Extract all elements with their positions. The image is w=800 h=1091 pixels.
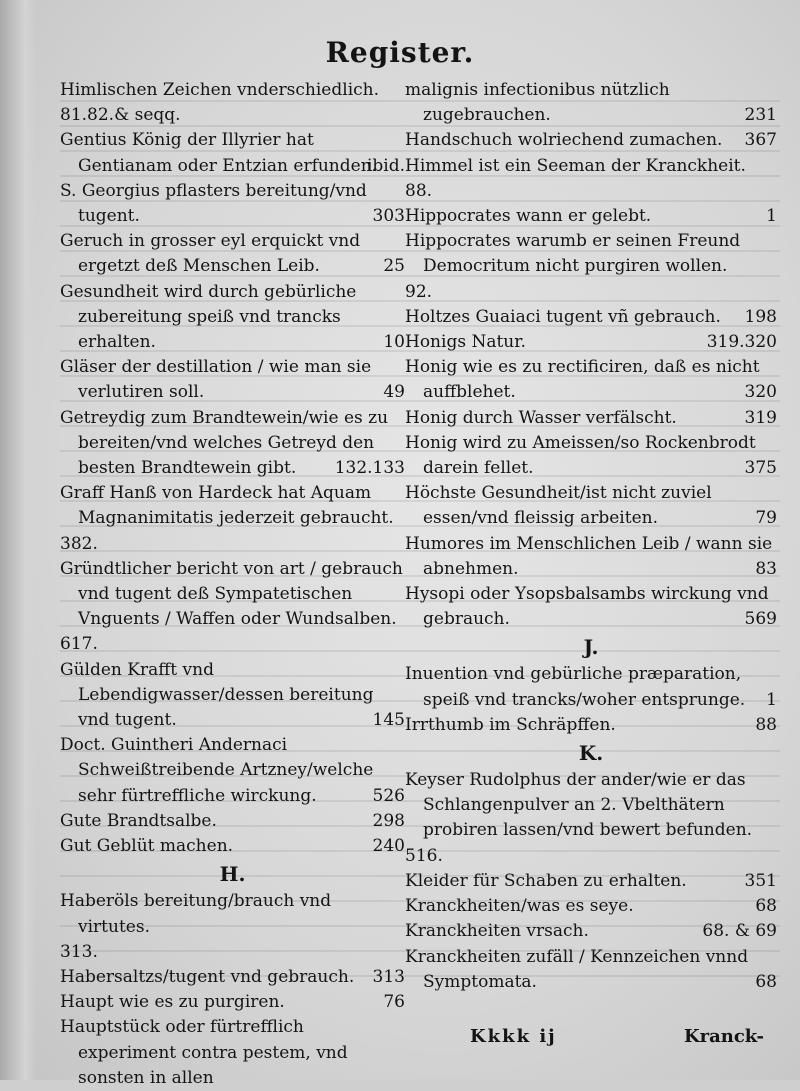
index-entry (405, 179, 777, 204)
index-entry (405, 154, 777, 179)
entry-text: S. Georgius pflasters bereitung/vnd tugent. (60, 180, 367, 227)
entry-text: malignis infectionibus nützlich zugebrauchen. (405, 80, 670, 126)
entry-text: Keyser Rudolphus der ander/wie er das Schlangenpulver an 2. Vbelthätern probiren lassen/vnd bewert befunden. (405, 770, 753, 841)
index-entry (405, 919, 777, 944)
index-entry (60, 128, 405, 178)
index-entry (60, 990, 405, 1015)
entry-text: Hysopi oder Ysopsbalsambs wirckung vnd gebrauch. (405, 584, 769, 630)
index-entry (60, 632, 405, 657)
index-entry (60, 557, 405, 633)
entry-text: 617. (60, 634, 98, 655)
entry-text: Doct. Guintheri Andernaci Schweißtreibende Artzney/welche sehr fürtreffliche wirckung. (60, 735, 374, 806)
index-entry (405, 945, 777, 995)
signature-mark: Kkkk ij (470, 1026, 557, 1047)
entry-page-number: 240 (372, 836, 405, 857)
index-entry (60, 179, 405, 229)
index-entry (405, 128, 777, 153)
entry-page-number: 320 (744, 382, 777, 403)
entry-text: 313. (60, 941, 98, 962)
entry-text: Gülden Krafft vnd Lebendigwasser/dessen bereitung vnd tugent. (60, 659, 374, 731)
entry-text: 88. (405, 180, 433, 201)
entry-text: Haupt wie es zu purgiren. (60, 992, 285, 1013)
entry-text: 81.82.& seqq. (60, 105, 181, 126)
section-letter: H. (219, 862, 246, 887)
index-entry (405, 869, 777, 894)
index-entry (405, 894, 777, 919)
entry-page-number: 79 (755, 508, 777, 529)
entry-page-number: 375 (744, 458, 777, 479)
index-entry (60, 889, 405, 939)
index-entry (405, 481, 777, 531)
index-entry (60, 834, 405, 859)
entry-page-number: 68 (755, 896, 777, 917)
right-column (405, 78, 777, 995)
index-entry (60, 658, 405, 734)
entry-text: Holtzes Guaiaci tugent vñ gebrauch. (405, 306, 721, 327)
index-entry (60, 809, 405, 834)
entry-page-number: 198 (744, 306, 777, 327)
entry-text: 516. (405, 845, 443, 866)
entry-text: Honig durch Wasser verfälscht. (405, 407, 677, 428)
entry-page-number: 298 (372, 810, 405, 831)
index-entry (405, 406, 777, 431)
entry-page-number: 68. & 69 (702, 921, 777, 942)
entry-text: Himmel ist ein Seeman der Kranckheit. (405, 155, 746, 176)
entry-text: Hippocrates warumb er seinen Freund Democritum nicht purgiren wollen. (405, 231, 741, 277)
entry-text: Kranckheiten vrsach. (405, 921, 589, 942)
entry-text: Graff Hanß von Hardeck hat Aquam Magnanimitatis jederzeit gebraucht. (60, 483, 394, 529)
entry-page-number: 1 (766, 206, 777, 227)
binding-shadow (0, 0, 36, 1080)
catchword: Kranck- (683, 1026, 764, 1047)
entry-text: Honig wird zu Ameissen/so Rockenbrodt darein fellet. (405, 432, 756, 479)
entry-text: Getreydig zum Brandtewein/wie es zu bereiten/vnd welches Getreyd den besten Brandtewein gibt. (60, 407, 389, 479)
index-entry (60, 965, 405, 990)
entry-text: Kleider für Schaben zu erhalten. (405, 870, 687, 891)
entry-page-number: ibid. (366, 155, 405, 176)
index-entry (405, 582, 777, 632)
index-entry (405, 229, 777, 279)
entry-page-number: 367 (744, 130, 777, 151)
entry-text: Gründtlicher bericht von art / gebrauch vnd tugent deß Sympatetischen Vnguents / Waffen oder Wundsalben. (60, 558, 403, 630)
index-entry (405, 532, 777, 582)
index-entry (60, 481, 405, 531)
entry-page-number: 569 (744, 609, 777, 630)
entry-text: Höchste Gesundheit/ist nicht zuviel essen/vnd fleissig arbeiten. (405, 483, 712, 529)
entry-text: Hauptstück oder fürtrefflich experiment contra pestem, vnd sonsten in allen (60, 1017, 348, 1088)
index-entry (60, 280, 405, 356)
entry-page-number: 83 (755, 558, 777, 579)
index-entry (405, 768, 777, 844)
entry-text: Irrthumb im Schräpffen. (405, 714, 616, 735)
entry-text: Inuention vnd gebürliche præparation, speiß vnd trancks/woher entsprunge. (405, 664, 746, 710)
index-entry (60, 406, 405, 482)
left-column (60, 78, 405, 1091)
page-title: Register. (325, 36, 475, 69)
entry-page-number: 76 (383, 992, 405, 1013)
entry-page-number: 231 (744, 105, 777, 126)
entry-text: Habersaltzs/tugent vnd gebrauch. (60, 966, 355, 987)
entry-text: 382. (60, 533, 98, 554)
entry-text: Gentius König der Illyrier hat Gentianam oder Entzian erfunden. (60, 130, 378, 176)
index-entry (60, 78, 405, 103)
section-letter: K. (578, 741, 604, 766)
entry-text: Humores im Menschlichen Leib / wann sie abnehmen. (405, 533, 773, 579)
index-entry (405, 713, 777, 738)
index-entry (60, 229, 405, 279)
entry-page-number: 319.320 (706, 332, 777, 353)
entry-text: Gut Geblüt machen. (60, 836, 234, 857)
entry-page-number: 145 (372, 710, 405, 731)
entry-page-number: 68 (755, 971, 777, 992)
entry-text: 92. (405, 281, 433, 302)
entry-page-number: 88 (755, 714, 777, 735)
entry-page-number: 351 (744, 870, 777, 891)
entry-text: Kranckheiten/was es seye. (405, 896, 634, 917)
index-entry (60, 940, 405, 965)
index-entry (60, 355, 405, 405)
section-letter: J. (583, 635, 599, 660)
index-entry (405, 431, 777, 481)
entry-text: Handschuch wolriechend zumachen. (405, 130, 723, 151)
entry-text: Himlischen Zeichen vnderschiedlich. (60, 80, 379, 100)
entry-page-number: 25 (383, 256, 405, 277)
index-entry (60, 103, 405, 128)
entry-text: Haberöls bereitung/brauch vnd virtutes. (60, 891, 332, 937)
index-entry (405, 330, 777, 355)
entry-page-number: 303 (372, 206, 405, 227)
index-entry (60, 532, 405, 557)
index-entry (405, 305, 777, 330)
index-entry (405, 844, 777, 869)
index-entry (405, 662, 777, 712)
entry-page-number: 49 (383, 382, 405, 403)
entry-text: Geruch in grosser eyl erquickt vnd ergetzt deß Menschen Leib. (60, 231, 361, 277)
index-entry (405, 280, 777, 305)
entry-page-number: 526 (372, 785, 405, 806)
entry-text: Hippocrates wann er gelebt. (405, 206, 652, 227)
index-entry (405, 355, 777, 405)
index-entry (60, 733, 405, 809)
index-entry (405, 204, 777, 229)
entry-page-number: 1 (766, 689, 777, 710)
entry-text: Honig wie es zu rectificiren, daß es nicht auffblehet. (405, 357, 760, 403)
index-entry (405, 78, 777, 128)
entry-text: Kranckheiten zufäll / Kennzeichen vnnd Symptomata. (405, 946, 749, 992)
entry-text: Gläser der destillation / wie man sie verlutiren soll. (60, 357, 372, 403)
entry-text: Honigs Natur. (405, 332, 526, 353)
entry-page-number: 10 (383, 332, 405, 353)
entry-text: Gute Brandtsalbe. (60, 810, 217, 831)
entry-page-number: 313 (372, 966, 405, 987)
entry-text: Gesundheit wird durch gebürliche zubereitung speiß vnd trancks erhalten. (60, 281, 357, 353)
entry-page-number: 132.133 (334, 458, 405, 479)
entry-page-number: 319 (744, 407, 777, 428)
